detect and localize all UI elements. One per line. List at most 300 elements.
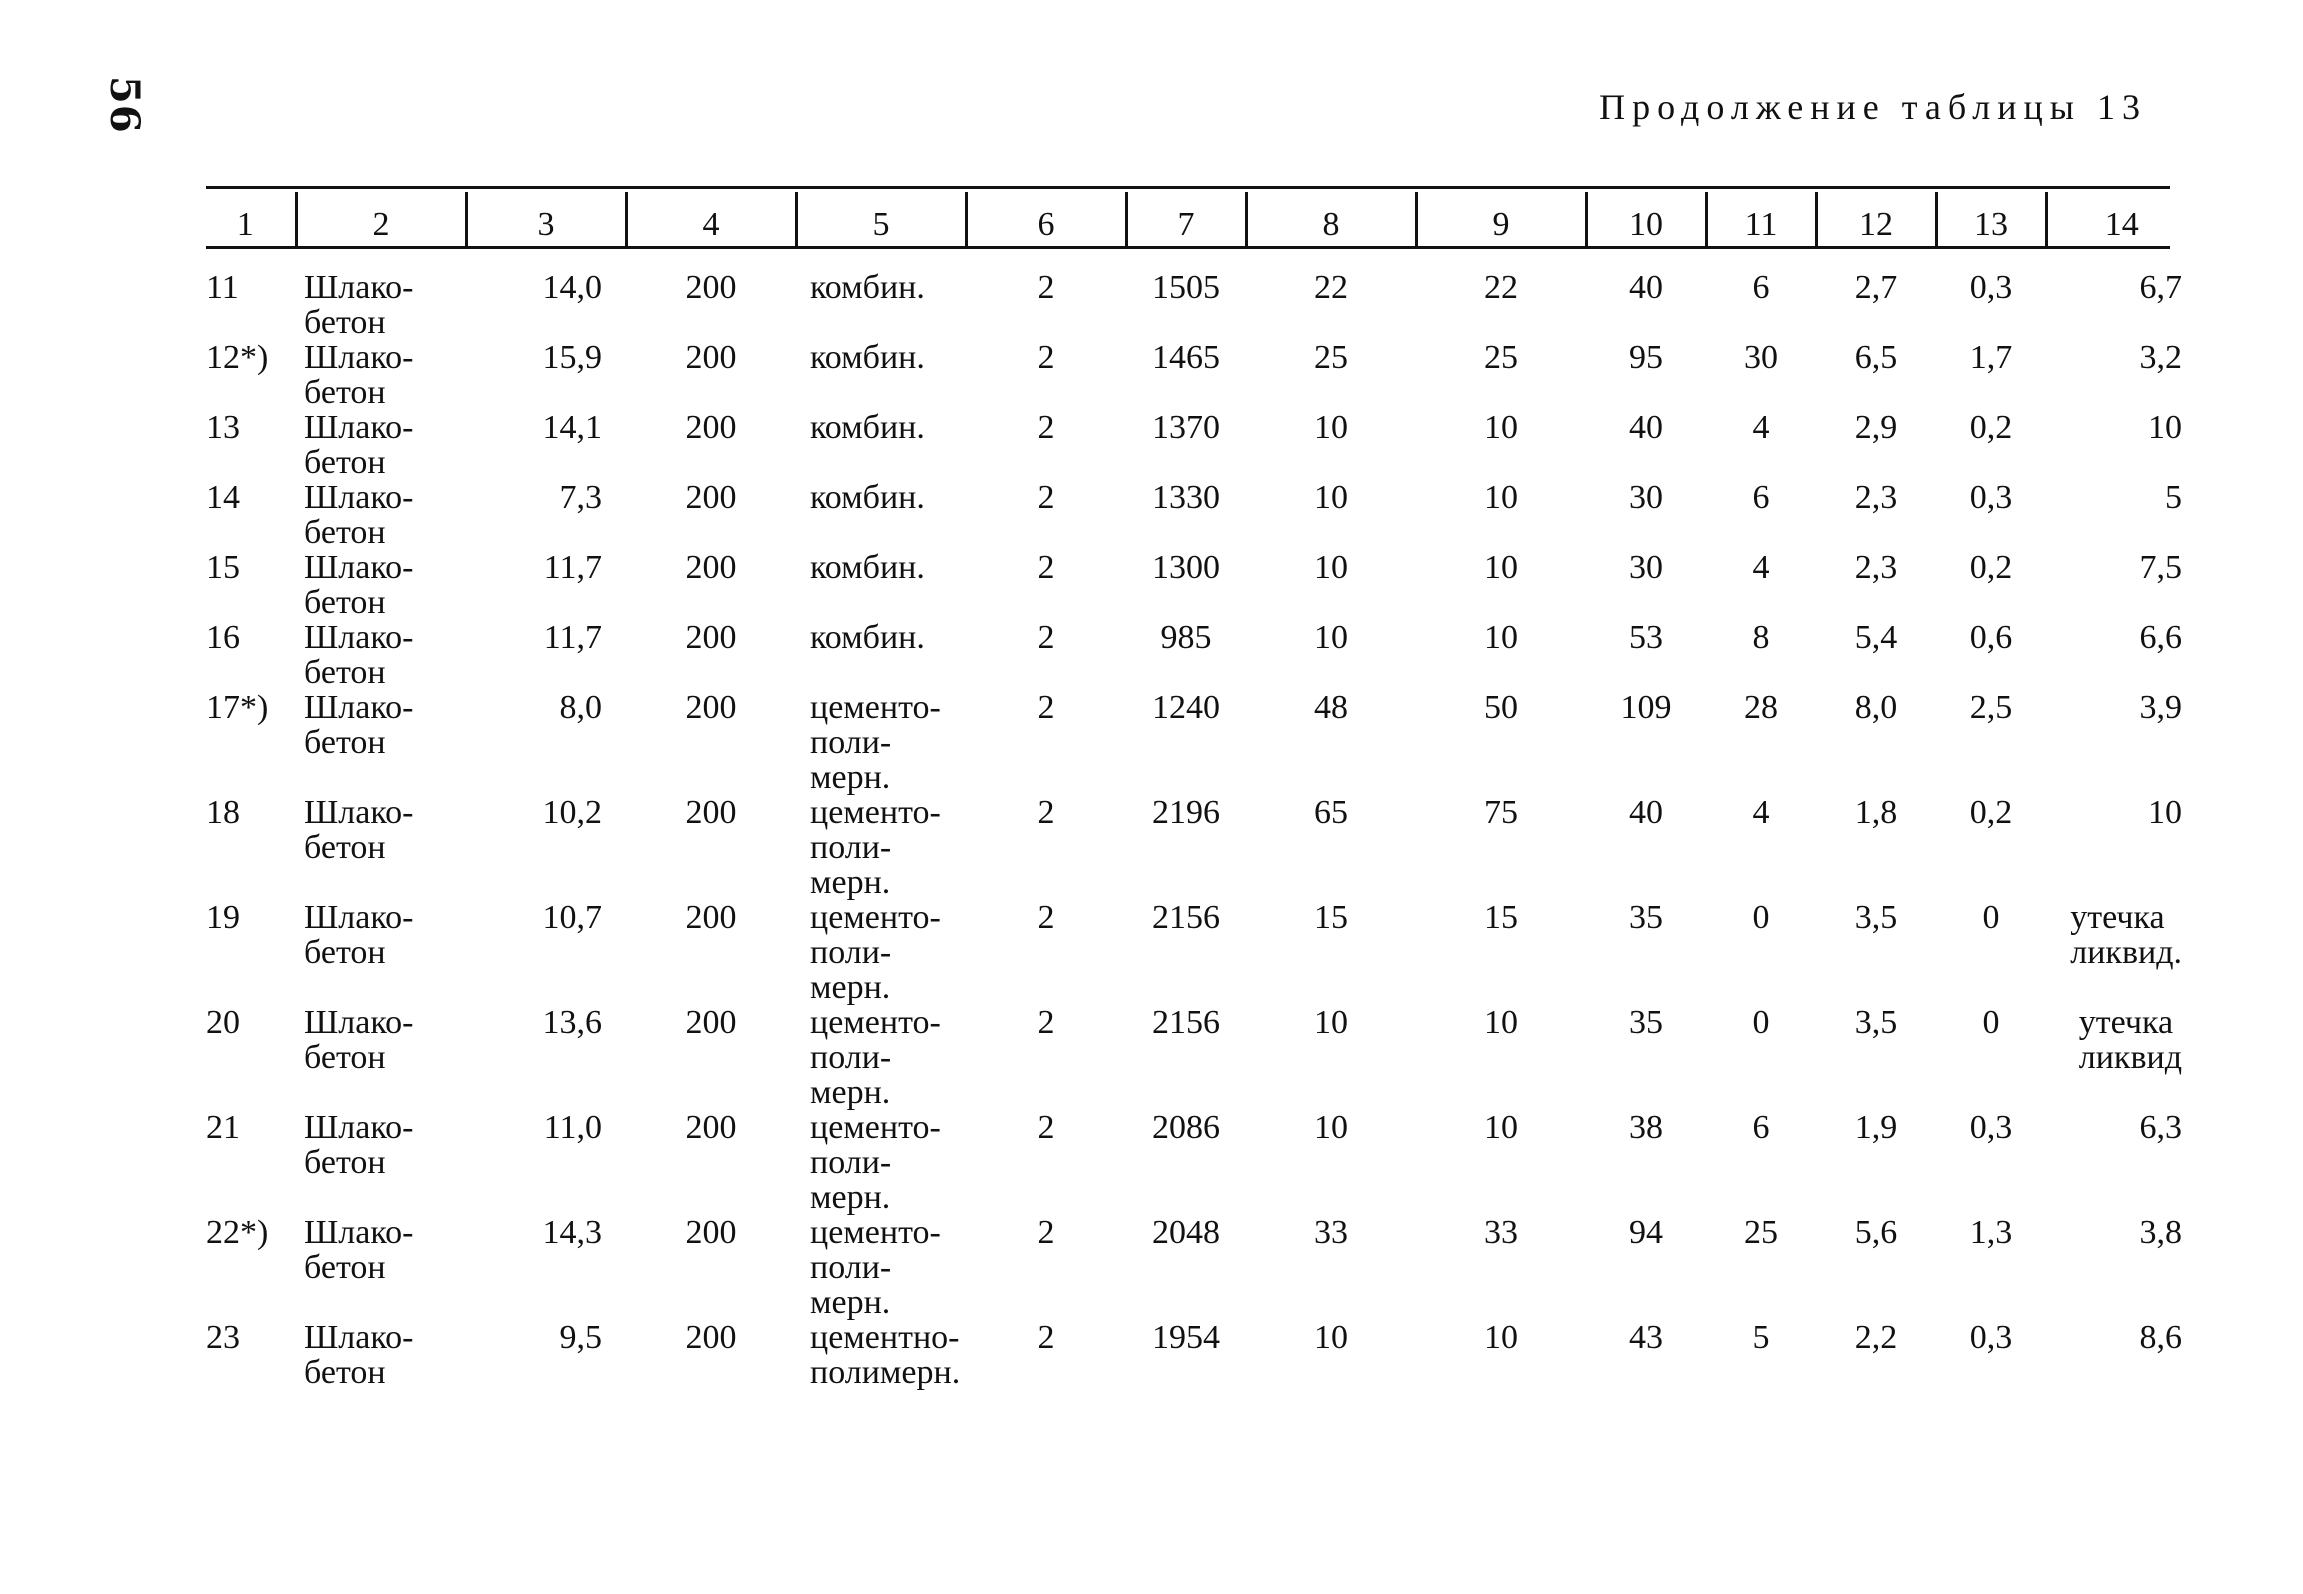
cell-text: 2048 <box>1152 1214 1220 1251</box>
cell-value-col-6 <box>966 550 1126 620</box>
cell-mix-type <box>796 480 966 550</box>
cell-value-col-3 <box>466 270 626 340</box>
cell-text: 48 <box>1314 689 1348 726</box>
cell-text: комбин. <box>810 339 925 376</box>
cell-value-col-8 <box>1246 620 1416 690</box>
cell-text: Шлако- бетон <box>304 409 414 481</box>
cell-mix-type <box>796 270 966 340</box>
cell-text: цементо- поли- мерн. <box>810 689 941 796</box>
cell-material <box>296 550 466 620</box>
cell-text: 8,0 <box>1854 689 1898 726</box>
cell-material <box>296 1320 466 1390</box>
cell-value-col-7 <box>1126 550 1246 620</box>
cell-value-col-9 <box>1416 410 1586 480</box>
cell-text: 6 <box>1752 269 1770 306</box>
cell-text: 0 <box>1752 899 1770 936</box>
cell-text: 0 <box>1982 899 2000 936</box>
cell-value-col-6 <box>966 795 1126 900</box>
table-row <box>196 1320 2196 1390</box>
cell-text: комбин. <box>810 549 925 586</box>
cell-value-col-8 <box>1246 340 1416 410</box>
cell-row-number <box>196 1320 296 1390</box>
cell-text: 6 <box>1752 479 1770 516</box>
cell-value-col-10 <box>1586 690 1706 795</box>
cell-text: 2,3 <box>1854 479 1898 516</box>
column-header-10: 10 <box>1586 192 1706 246</box>
table-row <box>196 410 2196 480</box>
cell-text: 2156 <box>1152 1004 1220 1041</box>
cell-text: 2 <box>1037 689 1055 726</box>
cell-text: 2086 <box>1152 1109 1220 1146</box>
cell-text: 200 <box>685 1109 737 1146</box>
cell-value-col-4 <box>626 795 796 900</box>
cell-text: 200 <box>685 619 737 656</box>
cell-text: 200 <box>685 479 737 516</box>
cell-value-col-8 <box>1246 795 1416 900</box>
cell-row-number <box>196 1215 296 1320</box>
cell-text: 985 <box>1160 619 1212 656</box>
cell-value-col-3 <box>466 480 626 550</box>
cell-text: 2 <box>1037 1319 1055 1356</box>
cell-text: Шлако- бетон <box>304 1004 414 1076</box>
cell-material <box>296 690 466 795</box>
cell-text: Шлако- бетон <box>304 794 414 866</box>
cell-value-col-4 <box>626 1215 796 1320</box>
cell-text: 10 <box>1314 619 1348 656</box>
cell-value-col-11 <box>1706 795 1816 900</box>
cell-text: 2 <box>1037 1214 1055 1251</box>
cell-value-col-9 <box>1416 795 1586 900</box>
cell-value-col-6 <box>966 620 1126 690</box>
cell-value-col-11 <box>1706 1110 1816 1215</box>
cell-value-col-8 <box>1246 410 1416 480</box>
cell-text: 0 <box>1752 1004 1770 1041</box>
cell-text: 6,7 <box>2139 269 2182 306</box>
cell-text: комбин. <box>810 619 925 656</box>
cell-text: Шлако- бетон <box>304 269 414 341</box>
cell-value-col-4 <box>626 410 796 480</box>
cell-value-col-8 <box>1246 550 1416 620</box>
cell-text: 10 <box>1484 549 1518 586</box>
cell-text: 0,3 <box>1969 479 2013 516</box>
cell-text: 10 <box>1484 1109 1518 1146</box>
cell-text: 30 <box>1629 549 1663 586</box>
cell-text: 2,2 <box>1854 1319 1898 1356</box>
cell-value-col-12 <box>1816 1110 1936 1215</box>
cell-text: 65 <box>1314 794 1348 831</box>
cell-value-col-11 <box>1706 620 1816 690</box>
cell-value-col-14 <box>2046 550 2196 620</box>
cell-text: 15 <box>1314 899 1348 936</box>
cell-text: 200 <box>685 1004 737 1041</box>
cell-text: 25 <box>1314 339 1348 376</box>
cell-value-col-13 <box>1936 410 2046 480</box>
cell-value-col-13 <box>1936 1215 2046 1320</box>
cell-text: 50 <box>1484 689 1518 726</box>
cell-text: 8,0 <box>559 689 602 726</box>
cell-value-col-3 <box>466 410 626 480</box>
cell-value-col-8 <box>1246 1005 1416 1110</box>
cell-value-col-10 <box>1586 1215 1706 1320</box>
cell-value-col-7 <box>1126 1215 1246 1320</box>
cell-value-col-12 <box>1816 620 1936 690</box>
cell-material <box>296 795 466 900</box>
cell-value-col-12 <box>1816 795 1936 900</box>
cell-text: цементно- полимерн. <box>810 1319 961 1391</box>
cell-text: 30 <box>1629 479 1663 516</box>
cell-text: 11,0 <box>543 1109 602 1146</box>
cell-material <box>296 1215 466 1320</box>
cell-value-col-13 <box>1936 795 2046 900</box>
cell-text: 200 <box>685 549 737 586</box>
cell-text: 33 <box>1314 1214 1348 1251</box>
cell-text: Шлако- бетон <box>304 1214 414 1286</box>
page-number: 56 <box>101 76 148 134</box>
cell-mix-type <box>796 410 966 480</box>
cell-value-col-12 <box>1816 1320 1936 1390</box>
cell-value-col-3 <box>466 550 626 620</box>
cell-text: 13,6 <box>542 1004 602 1041</box>
cell-row-number <box>196 900 296 1005</box>
cell-value-col-3 <box>466 690 626 795</box>
cell-text: Шлако- бетон <box>304 549 414 621</box>
cell-value-col-12 <box>1816 480 1936 550</box>
cell-value-col-7 <box>1126 480 1246 550</box>
cell-value-col-14 <box>2046 480 2196 550</box>
cell-value-col-10 <box>1586 900 1706 1005</box>
cell-value-col-6 <box>966 1320 1126 1390</box>
table-header-row <box>196 192 2196 246</box>
cell-value-col-13 <box>1936 270 2046 340</box>
cell-row-number <box>196 270 296 340</box>
cell-text: 200 <box>685 409 737 446</box>
cell-value-col-3 <box>466 900 626 1005</box>
cell-text: 22 <box>1484 269 1518 306</box>
cell-material <box>296 1005 466 1110</box>
cell-text: 2 <box>1037 1004 1055 1041</box>
cell-mix-type <box>796 1215 966 1320</box>
cell-text: 10,2 <box>542 794 602 831</box>
cell-value-col-12 <box>1816 270 1936 340</box>
cell-text: 1465 <box>1152 339 1220 376</box>
cell-text: 15 <box>1484 899 1518 936</box>
cell-row-number <box>196 480 296 550</box>
cell-value-col-10 <box>1586 620 1706 690</box>
cell-text: 10 <box>1484 409 1518 446</box>
cell-value-col-9 <box>1416 1215 1586 1320</box>
cell-text: 2156 <box>1152 899 1220 936</box>
cell-text: 2 <box>1037 619 1055 656</box>
cell-material <box>296 270 466 340</box>
cell-value-col-3 <box>466 1005 626 1110</box>
cell-value-col-8 <box>1246 1215 1416 1320</box>
cell-value-col-11 <box>1706 550 1816 620</box>
cell-text: 23 <box>206 1319 240 1356</box>
cell-value-col-14 <box>2046 690 2196 795</box>
cell-text: 35 <box>1629 899 1663 936</box>
cell-text: 10 <box>1314 409 1348 446</box>
cell-value-col-7 <box>1126 1320 1246 1390</box>
table-row <box>196 620 2196 690</box>
cell-text: 14,1 <box>542 409 602 446</box>
cell-text: 22 <box>1314 269 1348 306</box>
cell-text: 7,5 <box>2139 549 2182 586</box>
cell-text: 14,3 <box>542 1214 602 1251</box>
cell-value-col-14 <box>2046 410 2196 480</box>
cell-value-col-10 <box>1586 1320 1706 1390</box>
cell-value-col-7 <box>1126 620 1246 690</box>
cell-text: комбин. <box>810 479 925 516</box>
cell-text: 2,3 <box>1854 549 1898 586</box>
cell-text: 3,9 <box>2139 689 2182 726</box>
table-top-rule <box>206 186 2170 189</box>
cell-text: Шлако- бетон <box>304 339 414 411</box>
cell-text: комбин. <box>810 409 925 446</box>
cell-text: 200 <box>685 794 737 831</box>
cell-value-col-10 <box>1586 270 1706 340</box>
cell-text: 3,5 <box>1854 899 1898 936</box>
cell-value-col-13 <box>1936 480 2046 550</box>
cell-text: 1370 <box>1152 409 1220 446</box>
cell-text: 10 <box>1314 1109 1348 1146</box>
cell-value-col-6 <box>966 1215 1126 1320</box>
cell-value-col-8 <box>1246 480 1416 550</box>
cell-value-col-12 <box>1816 550 1936 620</box>
column-header-8: 8 <box>1246 192 1416 246</box>
cell-text: Шлако- бетон <box>304 619 414 691</box>
cell-value-col-6 <box>966 900 1126 1005</box>
cell-value-col-12 <box>1816 1215 1936 1320</box>
cell-value-col-9 <box>1416 550 1586 620</box>
cell-mix-type <box>796 1320 966 1390</box>
cell-text: 8 <box>1752 619 1770 656</box>
table-body <box>196 246 2196 1390</box>
cell-text: Шлако- бетон <box>304 899 414 971</box>
column-header-2: 2 <box>296 192 466 246</box>
table-row <box>196 270 2196 340</box>
cell-text: 11,7 <box>543 619 602 656</box>
cell-text: 0 <box>1982 1004 2000 1041</box>
cell-material <box>296 340 466 410</box>
cell-value-col-11 <box>1706 1215 1816 1320</box>
cell-mix-type <box>796 795 966 900</box>
cell-value-col-14 <box>2046 900 2196 1005</box>
cell-value-col-10 <box>1586 550 1706 620</box>
cell-text: 2 <box>1037 1109 1055 1146</box>
cell-mix-type <box>796 340 966 410</box>
cell-text: 200 <box>685 1319 737 1356</box>
cell-text: Шлако- бетон <box>304 689 414 761</box>
cell-text: 2 <box>1037 899 1055 936</box>
cell-value-col-13 <box>1936 1320 2046 1390</box>
cell-text: Шлако- бетон <box>304 479 414 551</box>
cell-text: 6,5 <box>1854 339 1898 376</box>
cell-text: 16 <box>206 619 240 656</box>
cell-value-col-7 <box>1126 900 1246 1005</box>
cell-material <box>296 1110 466 1215</box>
cell-value-col-6 <box>966 690 1126 795</box>
cell-value-col-8 <box>1246 690 1416 795</box>
cell-text: утечка ликвид. <box>2070 899 2182 971</box>
cell-value-col-14 <box>2046 340 2196 410</box>
table-row <box>196 1110 2196 1215</box>
cell-text: цементо- поли- мерн. <box>810 899 941 1006</box>
cell-row-number <box>196 1110 296 1215</box>
cell-text: 2,7 <box>1854 269 1898 306</box>
table-row <box>196 1005 2196 1110</box>
cell-material <box>296 900 466 1005</box>
cell-text: 0,3 <box>1969 1319 2013 1356</box>
cell-text: 1,8 <box>1854 794 1898 831</box>
cell-text: 25 <box>1744 1214 1778 1251</box>
cell-text: 10 <box>1484 1004 1518 1041</box>
cell-text: комбин. <box>810 269 925 306</box>
column-header-9: 9 <box>1416 192 1586 246</box>
cell-text: 10 <box>1484 1319 1518 1356</box>
column-header-12: 12 <box>1816 192 1936 246</box>
cell-text: 2196 <box>1152 794 1220 831</box>
cell-value-col-7 <box>1126 410 1246 480</box>
cell-value-col-11 <box>1706 1005 1816 1110</box>
cell-text: 2 <box>1037 794 1055 831</box>
cell-value-col-12 <box>1816 410 1936 480</box>
cell-value-col-14 <box>2046 1320 2196 1390</box>
cell-value-col-9 <box>1416 1320 1586 1390</box>
cell-value-col-4 <box>626 270 796 340</box>
cell-text: 1,7 <box>1969 339 2013 376</box>
cell-text: 200 <box>685 689 737 726</box>
cell-value-col-8 <box>1246 900 1416 1005</box>
cell-value-col-13 <box>1936 1005 2046 1110</box>
cell-text: 8,6 <box>2139 1319 2182 1356</box>
cell-text: 15,9 <box>542 339 602 376</box>
cell-text: 200 <box>685 339 737 376</box>
cell-value-col-13 <box>1936 340 2046 410</box>
cell-text: 2 <box>1037 549 1055 586</box>
cell-value-col-11 <box>1706 690 1816 795</box>
cell-text: 9,5 <box>559 1319 602 1356</box>
column-header-5: 5 <box>796 192 966 246</box>
cell-text: 20 <box>206 1004 240 1041</box>
cell-value-col-12 <box>1816 340 1936 410</box>
table-row <box>196 550 2196 620</box>
cell-value-col-10 <box>1586 1005 1706 1110</box>
cell-value-col-12 <box>1816 690 1936 795</box>
cell-value-col-3 <box>466 620 626 690</box>
cell-text: 10 <box>1484 479 1518 516</box>
cell-value-col-14 <box>2046 795 2196 900</box>
cell-text: 38 <box>1629 1109 1663 1146</box>
column-header-7: 7 <box>1126 192 1246 246</box>
table-row <box>196 900 2196 1005</box>
cell-row-number <box>196 340 296 410</box>
cell-text: 3,5 <box>1854 1004 1898 1041</box>
cell-text: 10 <box>2148 794 2182 831</box>
table-row <box>196 795 2196 900</box>
cell-text: Шлако- бетон <box>304 1109 414 1181</box>
header-spacer <box>196 246 2196 270</box>
cell-value-col-13 <box>1936 1110 2046 1215</box>
cell-value-col-4 <box>626 1320 796 1390</box>
cell-text: 0,3 <box>1969 269 2013 306</box>
cell-text: 2,9 <box>1854 409 1898 446</box>
cell-value-col-9 <box>1416 1110 1586 1215</box>
cell-value-col-3 <box>466 1110 626 1215</box>
column-header-4: 4 <box>626 192 796 246</box>
cell-value-col-14 <box>2046 620 2196 690</box>
cell-value-col-9 <box>1416 900 1586 1005</box>
cell-text: 1,3 <box>1969 1214 2013 1251</box>
column-header-3: 3 <box>466 192 626 246</box>
cell-value-col-7 <box>1126 1005 1246 1110</box>
cell-text: утечка ликвид <box>2078 1004 2182 1076</box>
cell-value-col-6 <box>966 340 1126 410</box>
cell-value-col-13 <box>1936 900 2046 1005</box>
table-row <box>196 690 2196 795</box>
cell-value-col-7 <box>1126 340 1246 410</box>
column-header-13: 13 <box>1936 192 2046 246</box>
cell-text: 10 <box>2148 409 2182 446</box>
cell-value-col-14 <box>2046 1215 2196 1320</box>
cell-value-col-11 <box>1706 270 1816 340</box>
cell-text: 200 <box>685 1214 737 1251</box>
cell-value-col-14 <box>2046 1110 2196 1215</box>
cell-text: 1300 <box>1152 549 1220 586</box>
cell-row-number <box>196 410 296 480</box>
cell-row-number <box>196 550 296 620</box>
data-table <box>196 192 2196 1390</box>
cell-text: 53 <box>1629 619 1663 656</box>
cell-text: 25 <box>1484 339 1518 376</box>
cell-text: 30 <box>1744 339 1778 376</box>
column-header-6: 6 <box>966 192 1126 246</box>
cell-text: цементо- поли- мерн. <box>810 794 941 901</box>
cell-text: 40 <box>1629 409 1663 446</box>
cell-text: 1505 <box>1152 269 1220 306</box>
cell-value-col-4 <box>626 340 796 410</box>
cell-text: 14 <box>206 479 240 516</box>
cell-value-col-3 <box>466 1320 626 1390</box>
cell-text: 0,6 <box>1969 619 2013 656</box>
cell-text: 28 <box>1744 689 1778 726</box>
cell-text: 6,3 <box>2139 1109 2182 1146</box>
cell-text: 2 <box>1037 479 1055 516</box>
cell-value-col-9 <box>1416 480 1586 550</box>
cell-mix-type <box>796 690 966 795</box>
cell-value-col-4 <box>626 620 796 690</box>
cell-value-col-9 <box>1416 1005 1586 1110</box>
cell-text: 14,0 <box>542 269 602 306</box>
table-row <box>196 340 2196 410</box>
cell-text: 13 <box>206 409 240 446</box>
cell-text: 35 <box>1629 1004 1663 1041</box>
cell-text: 75 <box>1484 794 1518 831</box>
cell-text: 22*) <box>206 1214 269 1251</box>
cell-text: 11,7 <box>543 549 602 586</box>
cell-text: 5 <box>2165 479 2182 516</box>
cell-text: 6 <box>1752 1109 1770 1146</box>
cell-text: 19 <box>206 899 240 936</box>
cell-value-col-4 <box>626 900 796 1005</box>
cell-text: 4 <box>1752 409 1770 446</box>
cell-text: 40 <box>1629 269 1663 306</box>
cell-text: 7,3 <box>559 479 602 516</box>
cell-value-col-9 <box>1416 690 1586 795</box>
cell-text: 10 <box>1484 619 1518 656</box>
cell-value-col-7 <box>1126 690 1246 795</box>
cell-text: 2,5 <box>1969 689 2013 726</box>
cell-text: 43 <box>1629 1319 1663 1356</box>
